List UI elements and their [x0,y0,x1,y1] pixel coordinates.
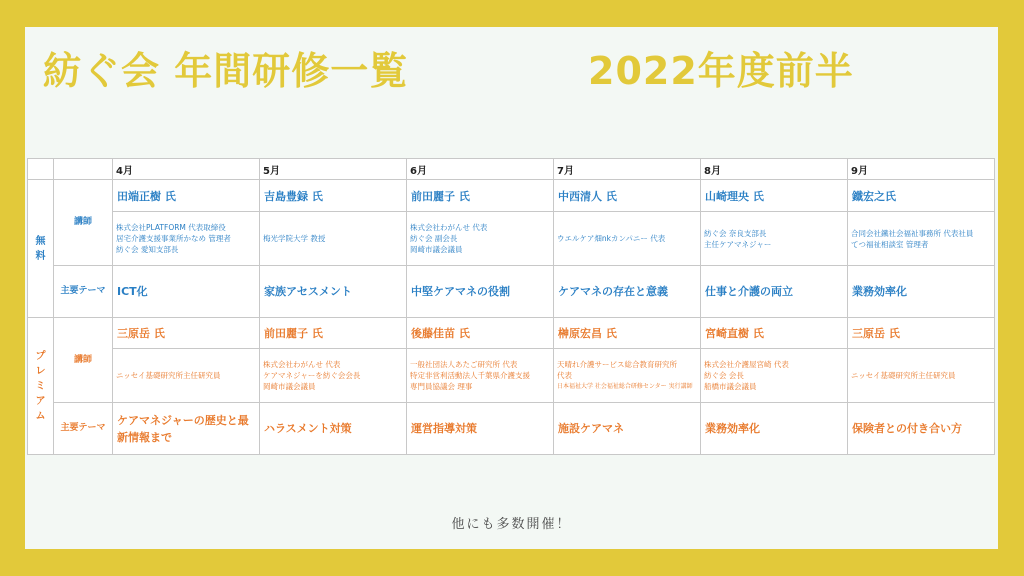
theme-cell: 業務効率化 [848,266,995,318]
lecturer-affiliation: 株式会社わがんせ 代表 ケアマネジャーを紡ぐ会会長 岡崎市議会議員 [260,349,407,403]
theme-cell: 施設ケアマネ [554,403,701,455]
theme-label: 主要テーマ [54,266,113,318]
lecturer-name: 前田麗子 氏 [407,180,554,212]
lecturer-affiliation: 梅光学院大学 教授 [260,212,407,266]
group-label-free [28,180,54,318]
lecturer-name: 前田麗子 氏 [260,318,407,349]
free-affiliation-row [28,212,995,266]
theme-cell: ICT化 [113,266,260,318]
lecturer-name: 山崎理央 氏 [701,180,848,212]
theme-cell: 中堅ケアマネの役割 [407,266,554,318]
lecturer-affiliation: 天晴れ介護サービス総合教育研究所 代表 日本福祉大学 社会福祉総合研修センター 実行講師 [554,349,701,403]
footer-note: 他にも多数開催！ [451,517,572,532]
month-header: 4月 [113,159,260,180]
theme-cell: 業務効率化 [701,403,848,455]
lecturer-name: 榊原宏昌 氏 [554,318,701,349]
title-main: 紡ぐ会 年間研修一覧 [43,49,409,93]
header-blank [28,159,54,180]
lecturer-affiliation: ニッセイ基礎研究所主任研究員 [113,349,260,403]
lecturer-name: 宮崎直樹 氏 [701,318,848,349]
lecturer-name: 吉島豊録 氏 [260,180,407,212]
month-header: 8月 [701,159,848,180]
month-header: 5月 [260,159,407,180]
lecturer-name: 後藤佳苗 氏 [407,318,554,349]
lecturer-name: 鐵宏之氏 [848,180,995,212]
lecturer-name: 三原岳 氏 [848,318,995,349]
month-header: 9月 [848,159,995,180]
page-title [43,41,973,101]
free-theme-row [28,266,995,318]
header-blank [54,159,113,180]
theme-label: 主要テーマ [54,403,113,455]
lecturer-affiliation: 紡ぐ会 奈良支部長 主任ケアマネジャー [701,212,848,266]
month-header: 7月 [554,159,701,180]
theme-cell: ケアマネジャーの歴史と最新情報まで [113,403,260,455]
theme-cell: 仕事と介護の両立 [701,266,848,318]
lecturer-name: 三原岳 氏 [113,318,260,349]
lecturer-label: 講師 [54,180,113,266]
month-header-row [28,159,995,180]
free-lecturer-name-row [28,180,995,212]
lecturer-name: 田端正樹 氏 [113,180,260,212]
theme-cell: 保険者との付き合い方 [848,403,995,455]
group-label-text: プレミアム [35,350,46,422]
lecturer-affiliation: 株式会社わがんせ 代表 紡ぐ会 副会長 岡崎市議会議員 [407,212,554,266]
group-label-text: 無料 [35,235,46,262]
lecturer-affiliation: 一般社団法人あたご研究所 代表 特定非営利活動法人千葉県介護支援 専門員協議会 理事 [407,349,554,403]
theme-cell: ハラスメント対策 [260,403,407,455]
lecturer-affiliation: ニッセイ基礎研究所主任研究員 [848,349,995,403]
lecturer-affiliation: 合同会社鐵社会福祉事務所 代表社員 てつ福祉相談室 管理者 [848,212,995,266]
title-period: 2022年度前半 [588,49,854,93]
group-label-premium [28,318,54,455]
affiliation-note: 日本福祉大学 社会福祉総合研修センター 実行講師 [557,383,693,390]
theme-cell: 家族アセスメント [260,266,407,318]
premium-lecturer-name-row [28,318,995,349]
theme-cell: 運営指導対策 [407,403,554,455]
lecturer-label: 講師 [54,318,113,403]
training-schedule-table [27,158,995,455]
lecturer-name: 中西清人 氏 [554,180,701,212]
premium-theme-row [28,403,995,455]
lecturer-affiliation: 株式会社PLATFORM 代表取締役 居宅介護支援事業所かなめ 管理者 紡ぐ会 愛知支部長 [113,212,260,266]
premium-affiliation-row [28,349,995,403]
theme-cell: ケアマネの存在と意義 [554,266,701,318]
content-panel [25,27,998,549]
month-header: 6月 [407,159,554,180]
lecturer-affiliation: 株式会社介護屋宮崎 代表 紡ぐ会 会長 船橋市議会議員 [701,349,848,403]
lecturer-affiliation: ウエルケア畑nkカンパニー 代表 [554,212,701,266]
